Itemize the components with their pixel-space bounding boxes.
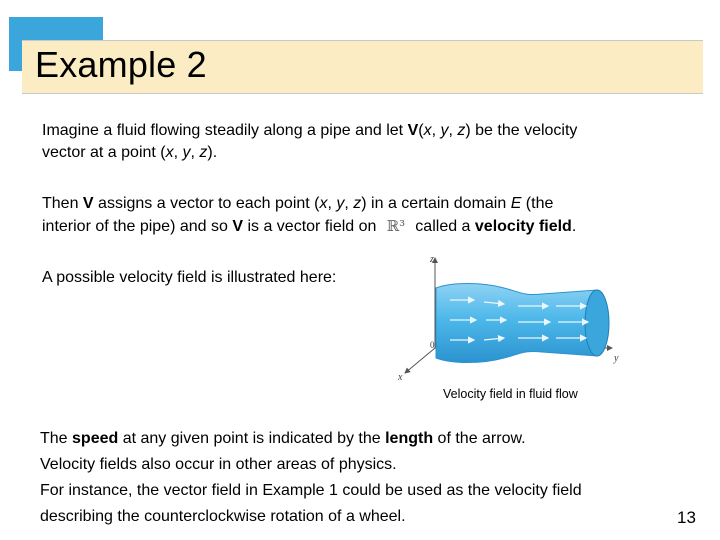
axis-origin-label: 0 [430, 340, 435, 350]
text-span: , [344, 195, 354, 212]
text-span: The [40, 430, 73, 447]
text-span: Imagine a fluid flowing steadily along a pipe and let [42, 122, 408, 139]
bold-speed: speed [72, 430, 119, 447]
italic-var: z [353, 195, 362, 212]
italic-var: y [182, 144, 191, 161]
italic-var: y [336, 195, 345, 212]
paragraph-line [42, 142, 577, 164]
italic-var: x [165, 144, 174, 161]
axis-label-y: y [614, 353, 619, 364]
text-span: interior of the pipe) and so [42, 218, 233, 235]
bold-vector-v: V [232, 218, 244, 235]
text-span: (the [521, 195, 554, 212]
bold-velocity-field: velocity field [474, 218, 572, 235]
text-span: , [448, 122, 458, 139]
bottom-line-wheel: describing the counterclockwise rotation of a wheel. [40, 508, 406, 525]
text-span: ) be the velocity [465, 122, 578, 139]
x-axis-line [405, 348, 435, 373]
italic-var: z [457, 122, 466, 139]
bold-length: length [385, 430, 434, 447]
text-span: ( [418, 122, 424, 139]
pipe-opening [585, 290, 609, 356]
text-span: . [571, 218, 577, 235]
page-number: 13 [677, 508, 696, 527]
text-span: called a [410, 218, 475, 235]
slide-title: Example 2 [35, 44, 207, 85]
text-span: at any given point is indicated by the [118, 430, 386, 447]
paragraph-line [42, 193, 576, 215]
bottom-line-example: For instance, the vector field in Example 1 could be used as the velocity field [40, 482, 582, 499]
text-span: vector at a point ( [42, 144, 166, 161]
pipe-body [436, 284, 597, 363]
axis-label-z: z [430, 254, 434, 265]
paragraph-fluid-intro [42, 120, 577, 164]
paragraph-line [42, 120, 577, 142]
bottom-line-speed [40, 426, 582, 452]
text-span: ) in a certain domain [361, 195, 511, 212]
bold-vector-v: V [82, 195, 94, 212]
r3-symbol: ℝ³ [386, 217, 406, 235]
italic-domain-e: E [510, 195, 522, 212]
italic-var: z [199, 144, 208, 161]
bottom-text-block [40, 426, 582, 530]
velocity-field-figure [392, 248, 622, 384]
paragraph-line [42, 215, 576, 238]
text-span: , [431, 122, 441, 139]
bold-vector-v: V [407, 122, 419, 139]
text-span: is a vector field on [243, 218, 381, 235]
text-span: , [173, 144, 183, 161]
axis-label-x: x [398, 372, 403, 383]
text-span: ). [207, 144, 218, 161]
paragraph-illustration-intro: A possible velocity field is illustrated here: [42, 269, 337, 286]
paragraph-velocity-field [42, 193, 576, 238]
text-span: , [190, 144, 200, 161]
italic-var: x [423, 122, 432, 139]
italic-var: x [319, 195, 328, 212]
figure-caption: Velocity field in fluid flow [443, 387, 578, 401]
text-span: Then [42, 195, 83, 212]
text-span: assigns a vector to each point ( [93, 195, 320, 212]
text-span: , [327, 195, 337, 212]
text-span: of the arrow. [433, 430, 526, 447]
bottom-line-physics: Velocity fields also occur in other areas of physics. [40, 456, 397, 473]
italic-var: y [440, 122, 449, 139]
